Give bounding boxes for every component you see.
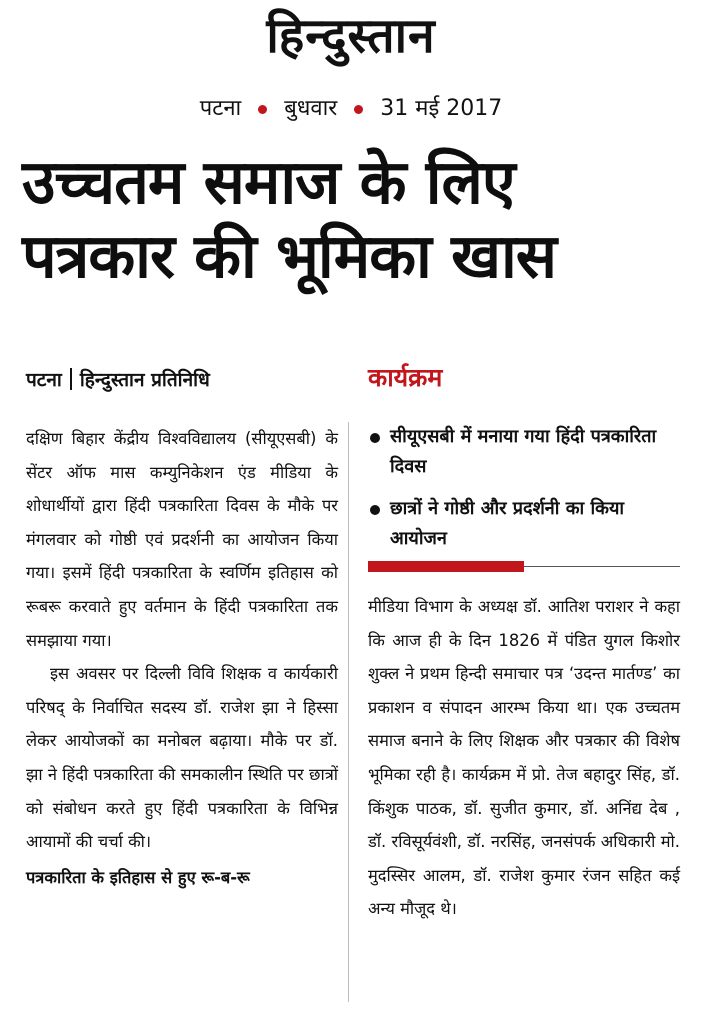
article-column-left xyxy=(26,422,338,894)
headline xyxy=(22,146,682,294)
dateline xyxy=(0,94,702,124)
dateline-date: 31 मई 2017 xyxy=(380,96,503,121)
article-paragraph-2: इस अवसर पर दिल्ली विवि शिक्षक व कार्यकारी परिषद् के निर्वाचित सदस्य डॉ. राजेश झा ने हिस्सा लेकर आयोजकों का मनोबल बढ़ाया। मौके पर डॉ. झा ने हिंदी पत्रकारिता की समकालीन स्थिति पर छात्रों को संबोधन करते हुए हिंदी पत्रकारिता के विभिन्न आयामों की चर्चा की। xyxy=(26,664,338,852)
headline-line-2: पत्रकार की भूमिका खास xyxy=(22,221,557,292)
byline-divider xyxy=(70,368,72,390)
headline-line-1: उच्चतम समाज के लिए xyxy=(22,147,515,218)
byline-city: पटना xyxy=(26,369,62,391)
highlight-item xyxy=(368,422,678,482)
article-column-right xyxy=(368,590,680,926)
dot-separator-icon xyxy=(258,105,267,114)
article-subhead: पत्रकारिता के इतिहास से हुए रू-ब-रू xyxy=(26,867,250,887)
article-paragraph-1: दक्षिण बिहार केंद्रीय विश्वविद्यालय (सीयूएसबी) के सेंटर ऑफ मास कम्युनिकेशन एंड मीडिया के शोधार्थीयों द्वारा हिंदी पत्रकारिता दिवस के मौके पर मंगलवार को गोष्ठी एवं प्रदर्शनी का आयोजन किया गया। इसमें हिंदी पत्रकारिता के स्वर्णिम इतिहास को रूबरू करवाते हुए वर्तमान के हिंदी पत्रकारिता तक समझाया गया। xyxy=(26,429,338,650)
dateline-day: बुधवार xyxy=(284,96,338,121)
newspaper-masthead: हिन्दुस्तान xyxy=(266,8,436,64)
highlight-text: छात्रों ने गोष्ठी और प्रदर्शनी का किया आयोजन xyxy=(390,498,625,549)
section-rule-accent xyxy=(368,561,524,572)
highlight-text: सीयूएसबी में मनाया गया हिंदी पत्रकारिता दिवस xyxy=(390,426,657,477)
highlight-item xyxy=(368,494,678,554)
bullet-icon xyxy=(370,433,380,443)
dateline-city: पटना xyxy=(199,96,242,121)
article-paragraph-3: मीडिया विभाग के अध्यक्ष डॉ. आतिश पराशर ने कहा कि आज ही के दिन 1826 में पंडित युगल किशोर शुक्ल ने प्रथम हिन्दी समाचार पत्र ‘उदन्त मार्तण्ड’ का प्रकाशन व संपादन आरम्भ किया था। एक उच्चतम समाज बनाने के लिए शिक्षक और पत्रकार की विशेष भूमिका रही है। कार्यक्रम में प्रो. तेज बहादुर सिंह, डॉ. किंशुक पाठक, डॉ. सुजीत कुमार, डॉ. अनिंद्य देब , डॉ. रविसूर्यवंशी, डॉ. नरसिंह, जनसंपर्क अधिकारी मो. मुदस्सिर आलम, डॉ. राजेश कुमार रंजन सहित कई अन्य मौजूद थे। xyxy=(368,597,680,919)
byline-reporter: हिन्दुस्तान प्रतिनिधि xyxy=(79,369,210,391)
section-label: कार्यक्रम xyxy=(368,363,443,392)
byline xyxy=(26,366,210,394)
column-divider xyxy=(348,422,349,1002)
highlights-list xyxy=(368,422,678,566)
dot-separator-icon xyxy=(354,105,363,114)
bullet-icon xyxy=(370,505,380,515)
section-rule xyxy=(368,566,680,567)
